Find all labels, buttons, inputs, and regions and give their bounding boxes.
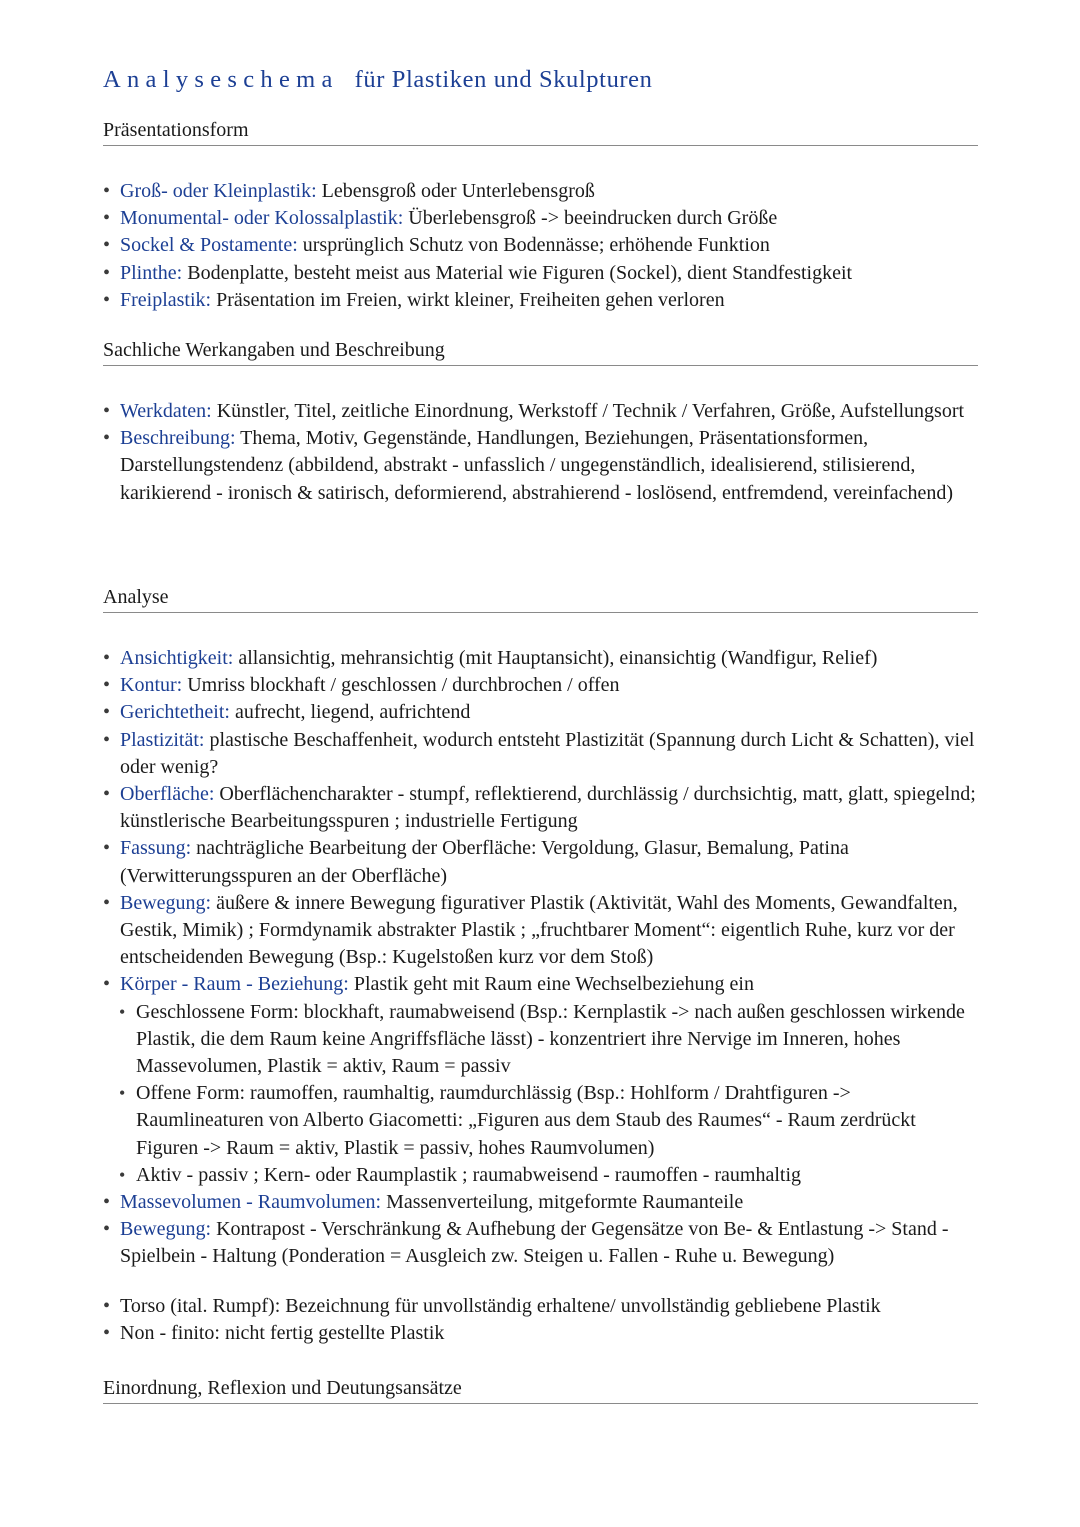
definition: Bodenplatte, besteht meist aus Material wie Figuren (Sockel), dient Standfestigkeit — [182, 261, 853, 284]
list-item — [103, 971, 978, 998]
definition: Lebensgroß oder Unterlebensgroß — [316, 180, 595, 202]
section-heading: Sachliche Werkangaben und Beschreibung — [103, 338, 978, 366]
definition: Oberflächencharakter - stumpf, reflektierend, durchlässig / durchsichtig, matt, glatt, spiegelnd; künstlerische Bearbeitungsspuren ; industrielle Fertigung — [120, 783, 976, 833]
sub-list-item: • Aktiv - passiv ; Kern- oder Raumplastik ; raumabweisend - raumoffen - raumhaltig — [103, 1162, 978, 1189]
definition: Kontrapost - Verschränkung & Aufhebung der Gegensätze von Be- & Entlastung -> Stand - Spielbein - Haltung (Ponderation = Ausgleich zw. Steigen u. Fallen - Ruhe u. Bewegung) — [120, 1218, 949, 1268]
title-part-2: für Plastiken und Skulpturen — [354, 66, 653, 93]
list-item — [103, 781, 978, 835]
term: Ansichtigkeit: — [120, 647, 234, 669]
definition: Künstler, Titel, zeitliche Einordnung, Werkstoff / Technik / Verfahren, Größe, Aufstellungsort — [211, 400, 965, 422]
term: Groß- oder Kleinplastik: — [120, 180, 317, 202]
bullet-list — [103, 645, 978, 1271]
list-item — [103, 398, 978, 425]
list-item: • Non - finito: nicht fertig gestellte Plastik — [103, 1320, 978, 1347]
term: Plinthe: — [120, 261, 183, 284]
list-item — [103, 699, 978, 726]
term: Bewegung: — [120, 891, 212, 914]
list-item — [103, 260, 978, 287]
term: Bewegung: — [120, 1218, 212, 1241]
definition: ursprünglich Schutz von Bodennässe; erhöhende Funktion — [297, 234, 770, 257]
section-praesentationsform — [103, 118, 978, 314]
list-item — [103, 645, 978, 672]
section-heading: Präsentationsform — [103, 118, 978, 146]
term: Kontur: — [120, 674, 183, 697]
term: Beschreibung: — [120, 427, 236, 450]
sub-list-item: • Geschlossene Form: blockhaft, raumabweisend (Bsp.: Kernplastik -> nach außen geschlossen wirkende Plastik, die dem Raum keine Angriffsfläche lässt) - konzentriert ihre Nervige im Inneren, hohes Massevolumen, Plastik = aktiv, Raum = passiv — [103, 999, 978, 1081]
term: Plastizität: — [120, 728, 205, 751]
term: Gerichtetheit: — [120, 701, 230, 724]
title-part-1: Analyseschema — [103, 66, 339, 93]
bullet-list — [103, 398, 978, 507]
definition: plastische Beschaffenheit, wodurch entsteht Plastizität (Spannung durch Licht & Schatten), viel oder wenig? — [120, 728, 975, 778]
term: Werkdaten: — [120, 400, 212, 422]
term: Fassung: — [120, 837, 192, 860]
list-item — [103, 287, 978, 314]
section-heading: Einordnung, Reflexion und Deutungsansätze — [103, 1376, 978, 1404]
term: Sockel & Postamente: — [120, 234, 298, 257]
list-item — [103, 1189, 978, 1216]
section-einordnung — [103, 1376, 978, 1404]
definition: äußere & innere Bewegung figurativer Plastik (Aktivität, Wahl des Moments, Gewandfalten, Gestik, Mimik) ; Formdynamik abstrakter Plastik ; „fruchtbarer Moment“: eigentlich Ruhe, kurz vor der entscheidenden Bewegung (Bsp.: Kugelstoßen kurz vor dem Stoß) — [120, 891, 958, 969]
list-item — [103, 425, 978, 507]
bullet-list — [103, 178, 978, 314]
section-extra-terms — [103, 1293, 978, 1347]
list-item — [103, 727, 978, 781]
list-item — [103, 205, 978, 232]
list-item — [103, 835, 978, 889]
section-heading: Analyse — [103, 585, 978, 613]
term: Massevolumen - Raumvolumen: — [120, 1191, 382, 1214]
definition: nachträgliche Bearbeitung der Oberfläche: Vergoldung, Glasur, Bemalung, Patina (Verwitterungsspuren an der Oberfläche) — [120, 837, 849, 887]
list-item: • Torso (ital. Rumpf): Bezeichnung für unvollständig erhaltene/ unvollständig gebliebene Plastik — [103, 1293, 978, 1320]
list-item — [103, 672, 978, 699]
definition: Massenverteilung, mitgeformte Raumanteile — [381, 1191, 744, 1214]
term: Monumental- oder Kolossalplastik: — [120, 207, 404, 230]
bullet-list — [103, 1293, 978, 1347]
definition: Thema, Motiv, Gegenstände, Handlungen, Beziehungen, Präsentationsformen, Darstellungstendenz (abbildend, abstrakt - unfasslich / ungegenständlich, idealisierend, stilisierend, karikierend - ironisch & satirisch, deformierend, abstrahierend - loslösend, entfremdend, vereinfachend) — [120, 427, 954, 504]
definition: Überlebensgroß -> beeindrucken durch Größe — [403, 207, 778, 230]
definition: allansichtig, mehransichtig (mit Hauptansicht), einansichtig (Wandfigur, Relief) — [233, 647, 878, 669]
sub-list-item: • Offene Form: raumoffen, raumhaltig, raumdurchlässig (Bsp.: Hohlform / Drahtfiguren -> Raumlineaturen von Alberto Giacometti: „Figuren aus dem Staub des Raumes“ - Raum zerdrückt Figuren -> Raum = aktiv, Plastik = passiv, hohes Raumvolumen) — [103, 1080, 978, 1162]
section-analyse — [103, 585, 978, 1271]
term: Körper - Raum - Beziehung: — [120, 973, 349, 996]
definition: aufrecht, liegend, aufrichtend — [229, 701, 471, 724]
term: Oberfläche: — [120, 783, 215, 806]
section-werkangaben — [103, 338, 978, 507]
definition: Präsentation im Freien, wirkt kleiner, Freiheiten gehen verloren — [211, 288, 725, 311]
list-item — [103, 232, 978, 259]
list-item — [103, 1216, 978, 1270]
list-item — [103, 178, 978, 205]
list-item — [103, 890, 978, 972]
term: Freiplastik: — [120, 288, 212, 311]
definition: Umriss blockhaft / geschlossen / durchbrochen / offen — [182, 674, 620, 697]
page-title — [103, 66, 978, 94]
definition: Plastik geht mit Raum eine Wechselbeziehung ein — [348, 973, 754, 996]
